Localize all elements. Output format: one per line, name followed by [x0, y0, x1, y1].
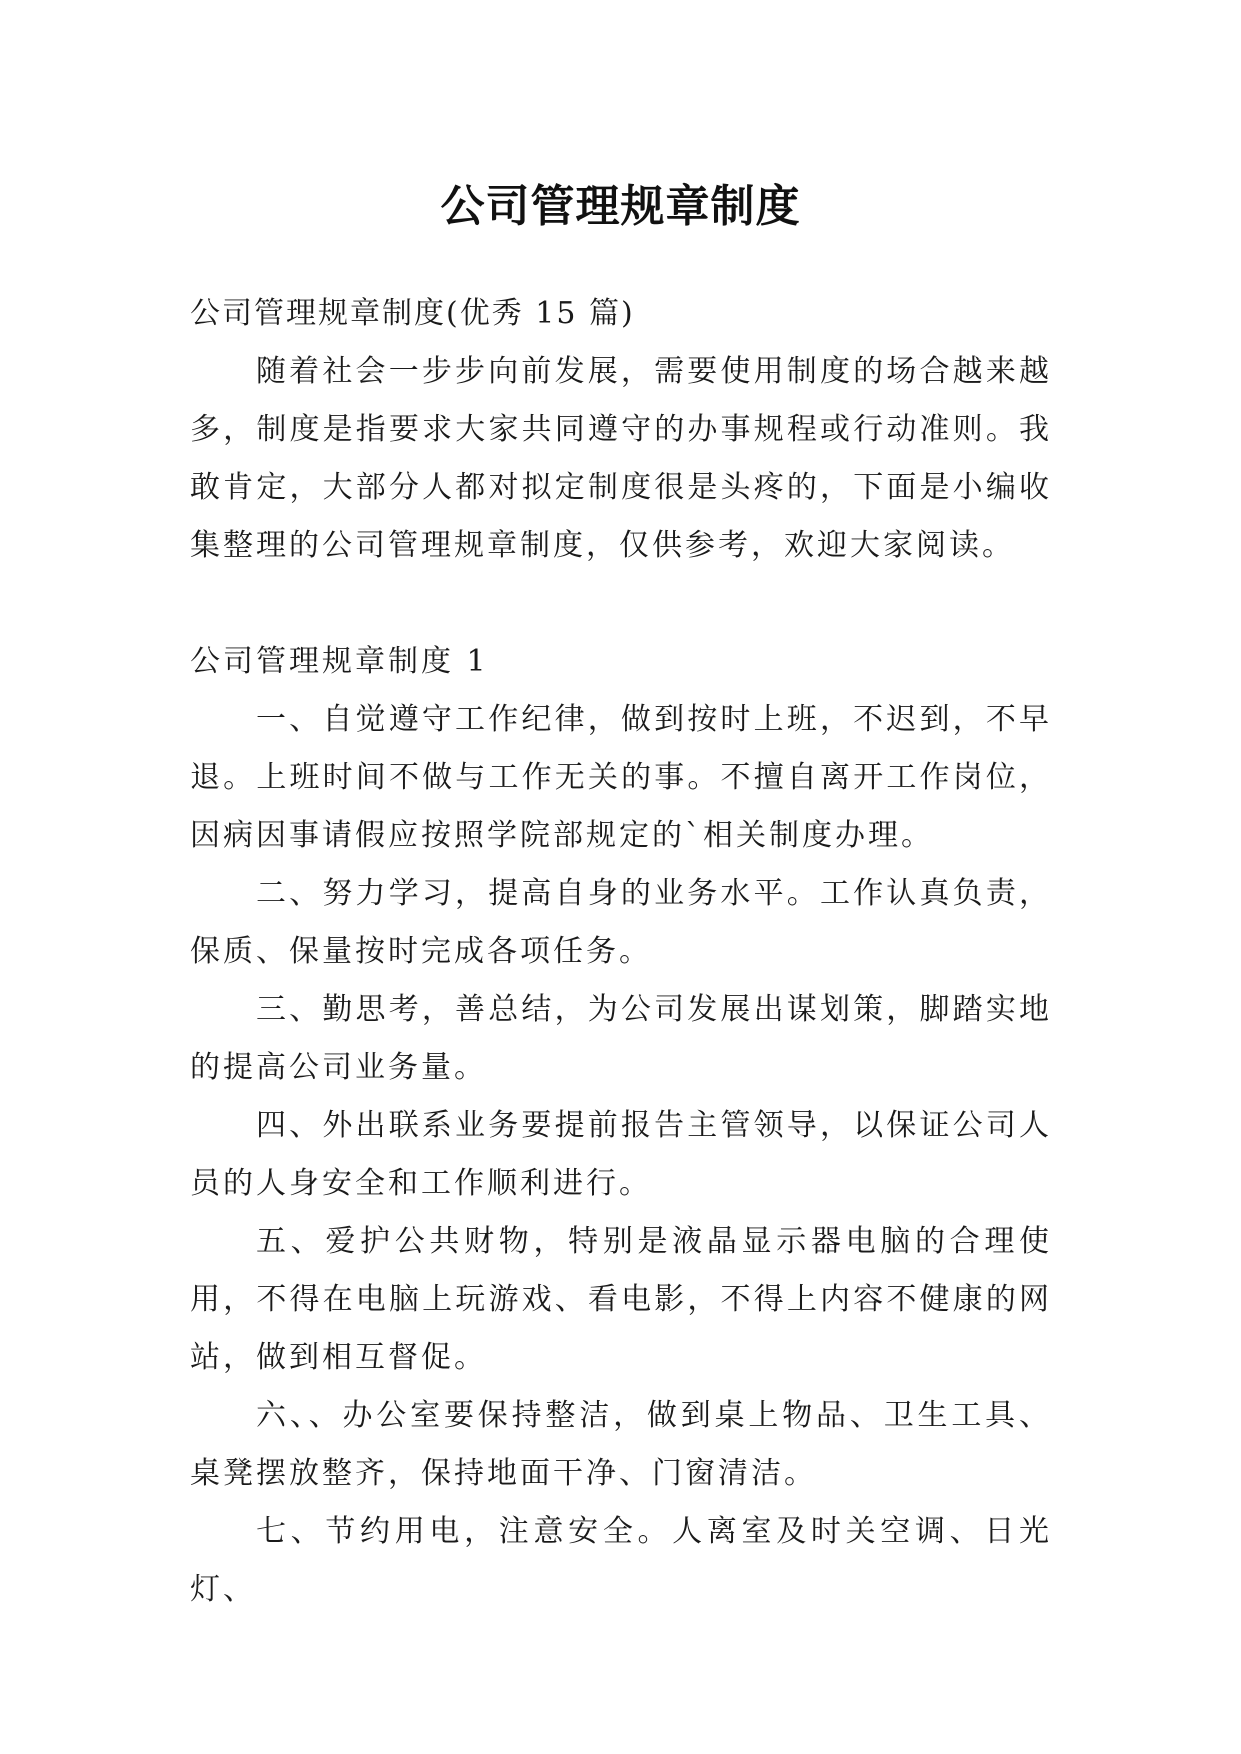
document-title: 公司管理规章制度 [440, 181, 801, 233]
rule-item-7: 七、节约用电，注意安全。人离室及时关空调、日光灯、 [190, 1514, 1052, 1607]
rule-item-6: 六、、办公室要保持整洁，做到桌上物品、卫生工具、桌凳摆放整齐，保持地面干净、门窗清洁。 [190, 1398, 1052, 1491]
rule-item-5: 五、爱护公共财物，特别是液晶显示器电脑的合理使用，不得在电脑上玩游戏、看电影，不得上内容不健康的网站，做到相互督促。 [190, 1224, 1052, 1375]
rule-item-1: 一、自觉遵守工作纪律，做到按时上班，不迟到，不早退。上班时间不做与工作无关的事。不擅自离开工作岗位，因病因事请假应按照学院部规定的`相关制度办理。 [190, 702, 1052, 853]
section-heading: 公司管理规章制度 1 [190, 644, 489, 679]
document-subtitle: 公司管理规章制度(优秀 15 篇) [190, 296, 635, 331]
intro-paragraph: 随着社会一步步向前发展，需要使用制度的场合越来越多，制度是指要求大家共同遵守的办事规程或行动准则。我敢肯定，大部分人都对拟定制度很是头疼的，下面是小编收集整理的公司管理规章制度，仅供参考，欢迎大家阅读。 [190, 354, 1052, 563]
document-body [190, 285, 1052, 1619]
rule-item-3: 三、勤思考，善总结，为公司发展出谋划策，脚踏实地的提高公司业务量。 [190, 992, 1052, 1085]
rule-item-4: 四、外出联系业务要提前报告主管领导，以保证公司人员的人身安全和工作顺利进行。 [190, 1108, 1052, 1201]
rule-item-2: 二、努力学习，提高自身的业务水平。工作认真负责，保质、保量按时完成各项任务。 [190, 876, 1052, 969]
